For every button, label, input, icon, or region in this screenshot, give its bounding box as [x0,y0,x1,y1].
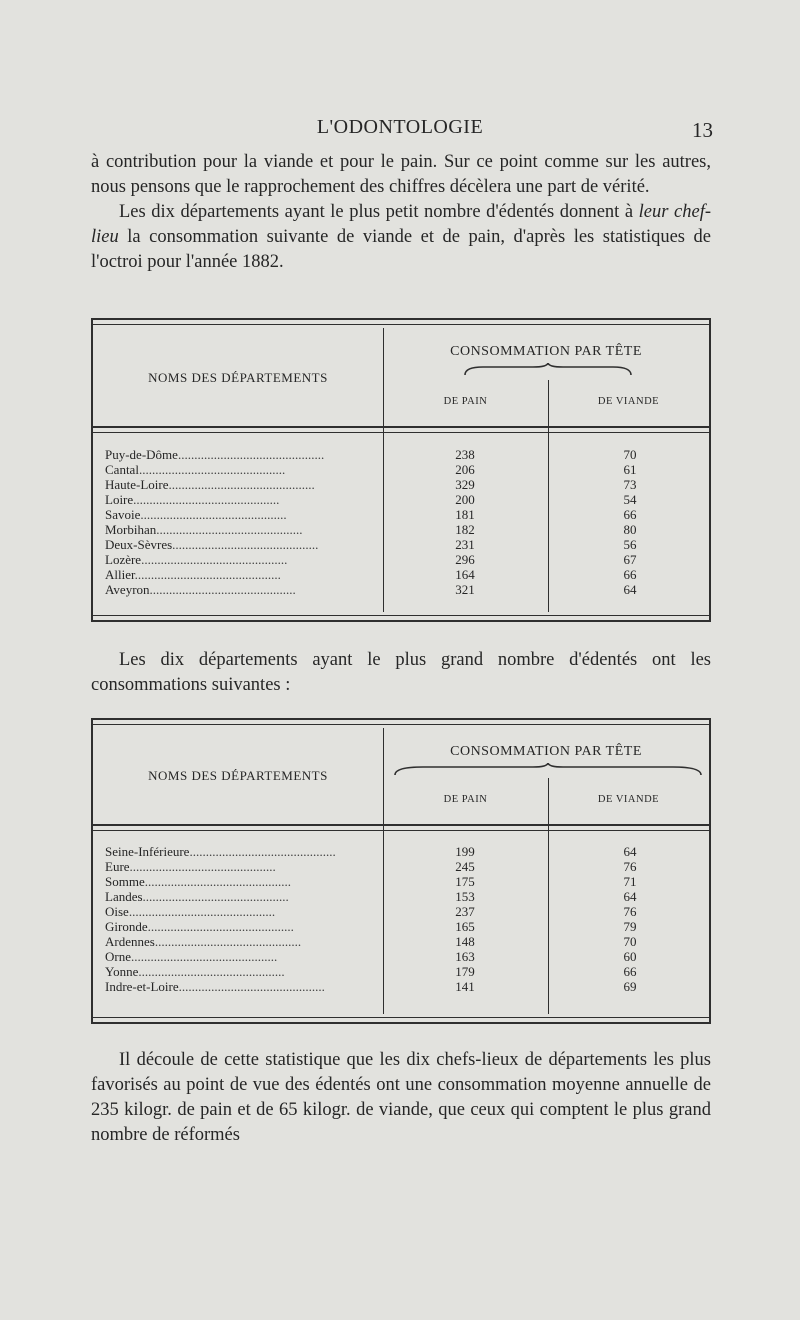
paragraph-line: à contribution pour la viande et pour le pain. Sur ce point comme sur les autres, nous pensons que le rapprochement des chiffres décèlera une part de vérité. [91,152,711,197]
viande-value: 64 [623,889,637,904]
department-name: Orne............................................. [105,949,278,964]
pain-value: 245 [455,859,475,874]
department-name: Gironde............................................. [105,919,294,934]
viande-value: 60 [623,949,637,964]
pain-value: 141 [455,979,475,994]
table-row [105,979,709,994]
viande-value: 66 [623,507,637,522]
pain-value: 148 [455,934,475,949]
viande-value: 80 [623,522,637,537]
paragraph-line: Les dix départements ayant le plus grand nombre d'édentés ont les consommations suivantes : [91,650,711,695]
table-row [105,537,709,552]
viande-value: 79 [623,919,637,934]
viande-value: 70 [623,934,637,949]
pain-value: 231 [455,537,475,552]
header-pain: DE PAIN [443,794,488,805]
table-row [105,477,709,492]
viande-value: 76 [623,904,637,919]
department-name: Haute-Loire............................................. [105,477,315,492]
paragraph-line: Il découle de cette statistique que les dix chefs-lieux de départements les plus favorisés au point de vue des édentés ont une consommation moyenne annuelle de 235 kilogr. de pain et de 65 kilogr. de viande, que ceux qui comptent le plus grand nombre de réformés [91,1050,711,1145]
table-row [105,582,709,597]
table-row [105,447,709,462]
text-run: la consommation suivante de viande et de pain, d'après les statistiques de l'octroi pour l'année 1882. [91,227,711,272]
pain-value: 321 [455,582,475,597]
viande-value: 64 [623,844,637,859]
viande-value: 66 [623,567,637,582]
department-name: Somme............................................. [105,874,291,889]
table-row [105,889,709,904]
department-name: Indre-et-Loire............................................. [105,979,325,994]
viande-value: 56 [623,537,637,552]
department-name: Oise............................................. [105,904,276,919]
table-row [105,492,709,507]
header-pain: DE PAIN [443,396,488,407]
header-department-names: NOMS DES DÉPARTEMENTS [148,370,328,385]
table-row [105,844,709,859]
text-run: Les dix départements ayant le plus petit nombre d'édentés donnent à [119,202,639,222]
header-viande: DE VIANDE [597,794,660,805]
page-number: 13 [692,118,713,142]
viande-value: 54 [623,492,637,507]
table-body [105,447,709,597]
paragraph-middle [91,648,711,698]
table-row [105,567,709,582]
header-department-names: NOMS DES DÉPARTEMENTS [148,768,328,783]
department-name: Puy-de-Dôme............................................. [105,447,325,462]
brace-icon [393,763,703,777]
department-name: Savoie............................................. [105,507,287,522]
pain-value: 206 [455,462,475,477]
department-name: Landes............................................. [105,889,289,904]
viande-value: 61 [623,462,637,477]
viande-value: 70 [623,447,637,462]
pain-value: 199 [455,844,475,859]
pain-value: 175 [455,874,475,889]
consumption-table-least [91,318,711,622]
paragraph-conclusion [91,1048,711,1148]
pain-value: 181 [455,507,475,522]
table-row [105,552,709,567]
pain-value: 237 [455,904,475,919]
department-name: Ardennes............................................. [105,934,302,949]
department-name: Aveyron............................................. [105,582,296,597]
pain-value: 329 [455,477,475,492]
header-rule [93,432,709,433]
table-row [105,949,709,964]
running-title: L'ODONTOLOGIE [316,116,484,138]
table-row [105,904,709,919]
viande-value: 69 [623,979,637,994]
pain-value: 153 [455,889,475,904]
paragraph-line [91,200,711,275]
department-name: Seine-Inférieure............................................. [105,844,336,859]
pain-value: 164 [455,567,475,582]
header-rule [93,830,709,831]
pain-value: 165 [455,919,475,934]
brace-icon [463,363,633,377]
emphasis-text: leur chef-lieu [91,202,711,247]
pain-value: 200 [455,492,475,507]
pain-value: 163 [455,949,475,964]
viande-value: 64 [623,582,637,597]
department-name: Deux-Sèvres............................................. [105,537,319,552]
department-name: Allier............................................. [105,567,281,582]
table-row [105,964,709,979]
department-name: Morbihan............................................. [105,522,303,537]
paragraph-intro [91,150,711,275]
viande-value: 76 [623,859,637,874]
viande-value: 66 [623,964,637,979]
department-name: Cantal............................................. [105,462,286,477]
department-name: Eure............................................. [105,859,276,874]
header-rule [93,426,709,428]
department-name: Loire............................................. [105,492,280,507]
table-body [105,844,709,994]
table-row [105,507,709,522]
viande-value: 67 [623,552,637,567]
table-row [105,874,709,889]
department-name: Lozère............................................. [105,552,288,567]
pain-value: 296 [455,552,475,567]
header-consumption: CONSOMMATION PAR TÊTE [450,344,642,359]
header-rule [93,824,709,826]
table-row [105,462,709,477]
table-row [105,934,709,949]
header-consumption: CONSOMMATION PAR TÊTE [450,744,642,759]
consumption-table-most [91,718,711,1024]
pain-value: 179 [455,964,475,979]
table-row [105,859,709,874]
pain-value: 238 [455,447,475,462]
header-viande: DE VIANDE [597,396,660,407]
pain-value: 182 [455,522,475,537]
table-row [105,919,709,934]
table-row [105,522,709,537]
viande-value: 73 [623,477,637,492]
department-name: Yonne............................................. [105,964,285,979]
viande-value: 71 [623,874,637,889]
